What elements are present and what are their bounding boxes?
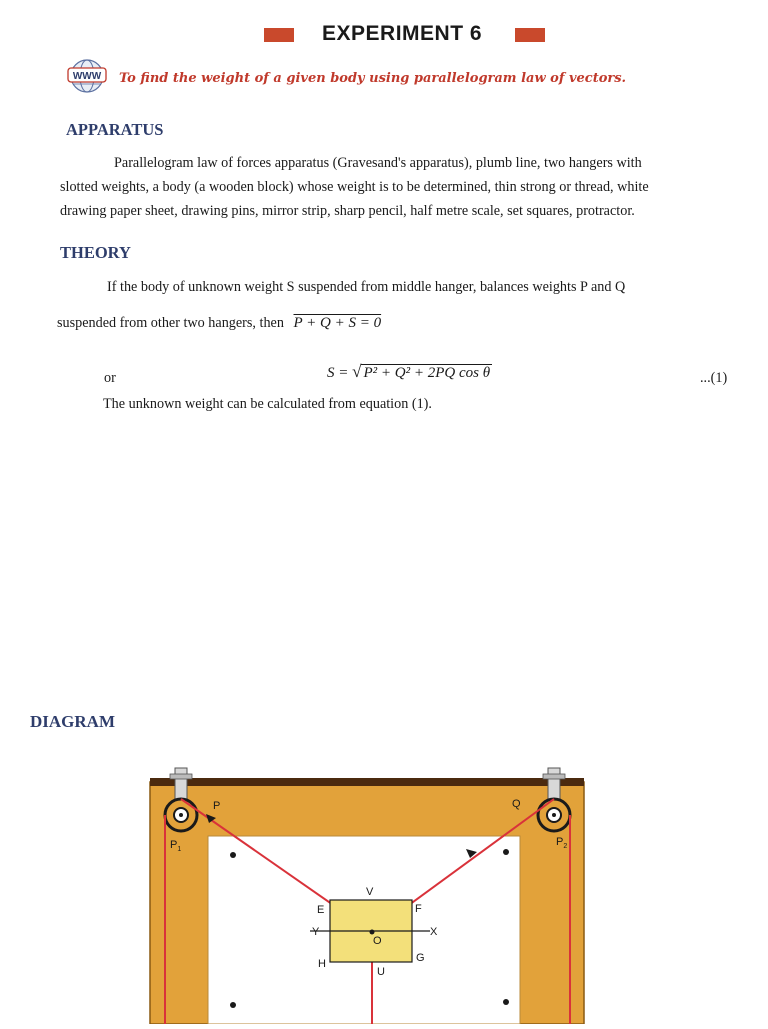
label-o: O [373,935,382,947]
apparatus-text [60,151,750,223]
label-x: X [430,926,438,938]
drawing-pin [503,849,509,855]
title-decoration-right [515,28,545,42]
weight-equation [327,362,492,382]
drawing-pin [230,852,236,858]
board-top-edge [150,778,584,786]
theory-line-2-text: suspended from other two hangers, then [57,315,284,331]
apparatus-line: drawing paper sheet, drawing pins, mirror strip, sharp pencil, half metre scale, set squares, protractor. [60,203,635,219]
title-decoration-left [264,28,294,42]
theory-heading: THEORY [60,243,131,262]
label-y: Y [312,926,320,938]
gravesand-apparatus-diagram [140,760,600,1024]
vector-equation: P + Q + S = 0 [293,315,382,331]
equation-number: ...(1) [700,370,728,386]
pulley-clamp-left-bar [170,774,192,779]
pulley-left-hub [179,813,183,817]
label-g: G [416,952,425,964]
equation-lhs: S = [327,365,349,381]
label-h: H [318,958,326,970]
theory-conclusion: The unknown weight can be calculated from equation (1). [103,396,432,412]
label-e: E [317,904,325,916]
label-f: F [415,903,422,915]
pulley-clamp-left [175,768,187,802]
or-label: or [104,370,116,386]
pulley-right-hub [552,813,556,817]
theory-line-2 [57,311,381,335]
diagram-heading: DIAGRAM [30,712,115,731]
drawing-pin [230,1002,236,1008]
apparatus-line: slotted weights, a body (a wooden block) whose weight is to be determined, thin strong or thread, white [60,179,649,195]
pulley-clamp-right-bar [543,774,565,779]
theory-line-1: If the body of unknown weight S suspended from middle hanger, balances weights P and Q [107,279,626,295]
drawing-pin [503,999,509,1005]
label-p1: $P_1$ [170,839,182,853]
label-p2: $P_2$ [556,836,568,850]
pulley-clamp-right [548,768,560,802]
label-p: P [213,800,221,812]
experiment-title: EXPERIMENT 6 [322,22,483,45]
www-badge-text: WWW [72,71,102,82]
label-v: V [366,886,374,898]
apparatus-heading: APPARATUS [66,120,164,139]
sqrt-sign: √ [352,362,362,381]
label-q: Q [512,798,521,810]
knot-o [370,930,375,935]
www-globe-icon [66,58,108,92]
experiment-objective: To find the weight of a given body using parallelogram law of vectors. [119,71,627,86]
apparatus-line: Parallelogram law of forces apparatus (Gravesand's apparatus), plumb line, two hangers with [114,155,642,171]
equation-rhs: P² + Q² + 2PQ cos θ [363,365,491,381]
label-u: U [377,966,385,978]
